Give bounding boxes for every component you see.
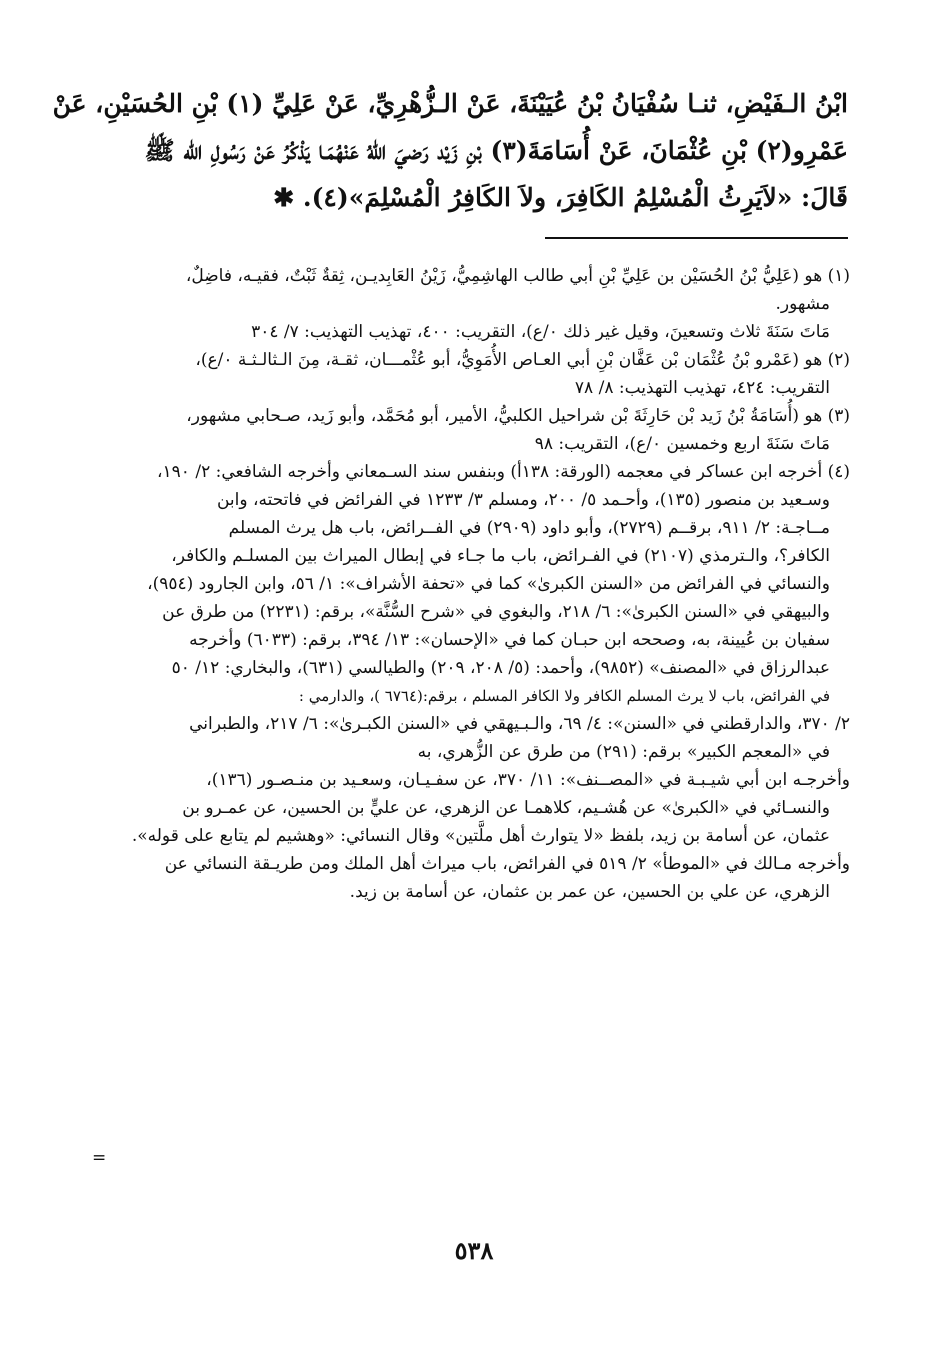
footnote-line: عبدالرزاق في «المصنف» (٩٨٥٢)، وأحمد: (٥/ ٢٠٨، ٢٠٩) والطيالسي (٦٣١)، والبخاري: ١٢/ ٥٠ [171, 658, 830, 678]
footnote-line: وسـعيد بن منصور (١٣٥)، وأحـمد ٥/ ٢٠٠، ومسلم ٣/ ١٢٣٣ في الفرائض في فاتحته، وابن [216, 490, 830, 510]
footnote-4 [88, 458, 850, 906]
footnote-line: الزهري، عن علي بن الحسين، عن عمر بن عثمان، عن أسامة بن زيد. [349, 882, 830, 902]
footnote-line: (٢) هو (عَمْرو بْنُ عُثْمَان بْن عَفَّان بْنِ أبي العـاص الأُمَوِيُّ، أبو عُثْمـــان، ثقـة، مِنَ الـثالـثـة ٠/ع)، [195, 350, 850, 370]
footnote-line: مَاتَ سَنَةَ اربع وخمسين ٠/ع)، التقريب: ٩٨ [534, 434, 830, 454]
main-line: عَمْرِو(٢) بْنِ عُثْمَانَ، عَنْ أُسَامَةَ(٣) بْنِ زَيْد رَضيَ اللهُ عَنْهُمَـا يَذْكُرُ عَنْ رَسُولِ الله ﷺ [144, 136, 848, 165]
footnote-line: التقريب: ٤٢٤، تهذيب التهذيب: ٨/ ٧٨ [574, 378, 830, 398]
footnote-line: وأخرجـه ابن أبي شيـبـة في «المصــنف»: ١١/ ٣٧٠، عن سفـيـان، وسعـيد بن منـصـور (١٣٦)، [206, 770, 850, 790]
main-line: ابْنُ الـفَيْضِ، ثنـا سُفْيَانُ بْنُ عُيَيْنَةَ، عَنْ الـزُّهْرِيِّ، عَنْ عَلِيِّ (١) بْنِ الحُسَيْنِ، عَنْ [52, 89, 848, 118]
footnote-line: الكافر؟، والـترمذي (٢١٠٧) في الفـرائض، باب ما جـاء في إبطال الميراث بين المسلـم والكافر، [171, 546, 830, 566]
footnote-line: مَاتَ سَنَةَ ثلاث وتسعينَ، وقيل غير ذلك ٠/ع)، التقريب: ٤٠٠، تهذيب التهذيب: ٧/ ٣٠٤ [251, 322, 830, 342]
footnote-line: (٣) هو (أُسَامَةُ بْنُ زَيد بْن حَارِثَةَ بْن شراحيل الكلبيُّ، الأمير، أبو مُحَمَّد، وأبو زَيد، صـحابي مشهور، [186, 406, 850, 426]
footnote-separator [545, 237, 848, 239]
footnote-line: عثمان، عن أسامة بن زيد، بلفظ «لا يتوارث أهل ملَّتين» وقال النسائي: «وهشيم لم يتابع على قوله». [131, 826, 830, 846]
footnote-line: في «المعجم الكبير» برقم: (٢٩١) من طرق عن الزُّهري، به [417, 742, 830, 762]
footnote-line: مــاجـة: ٢/ ٩١١، برقــم (٢٧٢٩)، وأبو داود (٢٩٠٩) في الفــرائض، باب هل يرث المسلم [228, 518, 830, 538]
footnote-3 [88, 402, 850, 458]
footnote-line: والبيهقي في «السنن الكبرىٰ»: ٦/ ٢١٨، والبغوي في «شرح السُّنَّة»، برقم: (٢٢٣١) من طرق عن [162, 602, 830, 622]
footnote-line: (٤) أخرجه ابن عساكر في معجمه (الورقة: ١٣٨أ) وبنفس سند السـمعاني وأخرجه الشافعي: ٢/ ١٩٠، [157, 462, 850, 482]
footnote-line: مشهور. [775, 294, 830, 314]
footnote-line: (١) هو (عَلِيُّ بْنُ الحُسَيْن بن عَلِيِّ بْنِ أبي طالب الهاشِمِيُّ، زَيْنُ العَابِديـن، ثِقةٌ ثَبْتٌ، فقيـه، فاضِلٌ، [185, 266, 850, 286]
footnote-line: ٢/ ٣٧٠، والدارقطني في «السنن»: ٤/ ٦٩، والـبـيهقي في «السنن الكبـرىٰ»: ٦/ ٢١٧، والطبراني [189, 714, 850, 734]
footnote-line: والنسـائي في «الكبرىٰ» عن هُشـيم، كلاهمـا عن الزهري، عن عليٍّ بن الحسين، عن عمـرو بن [182, 798, 830, 818]
main-line: قَالَ: «لاَيَرِثُ الْمُسْلِمُ الكَافِرَ، ولاَ الكَافِرُ الْمُسْلِمَ»(٤). ✱ [273, 183, 848, 212]
page-number: ٥٣٨ [454, 1236, 494, 1265]
footnote-line: وأخرجه مـالك في «الموطأ» ٢/ ٥١٩ في الفرائض، باب ميراث أهل الملك ومن طريـقة النسائي عن [164, 854, 850, 874]
footnote-1 [88, 262, 850, 346]
footnote-line: في الفرائض، باب لا يرث المسلم الكافر ولا الكافر المسلم ، برقم:(٦٧٦٤ )، والدارمي : [298, 687, 830, 705]
footnotes [88, 262, 850, 906]
footnote-line: سفيان بن عُيينة، به، وصححه ابن حبـان كما في «الإحسان»: ١٣/ ٣٩٤، برقم: (٦٠٣٣) وأخرجه [189, 630, 830, 650]
footnote-line: والنسائي في الفرائض من «السنن الكبرىٰ» كما في «تحفة الأشراف»: ١/ ٥٦، وابن الجارود (٩٥٤)، [147, 574, 830, 594]
main-text [52, 80, 848, 221]
footnote-2 [88, 346, 850, 402]
continuation-mark: = [92, 1148, 107, 1168]
